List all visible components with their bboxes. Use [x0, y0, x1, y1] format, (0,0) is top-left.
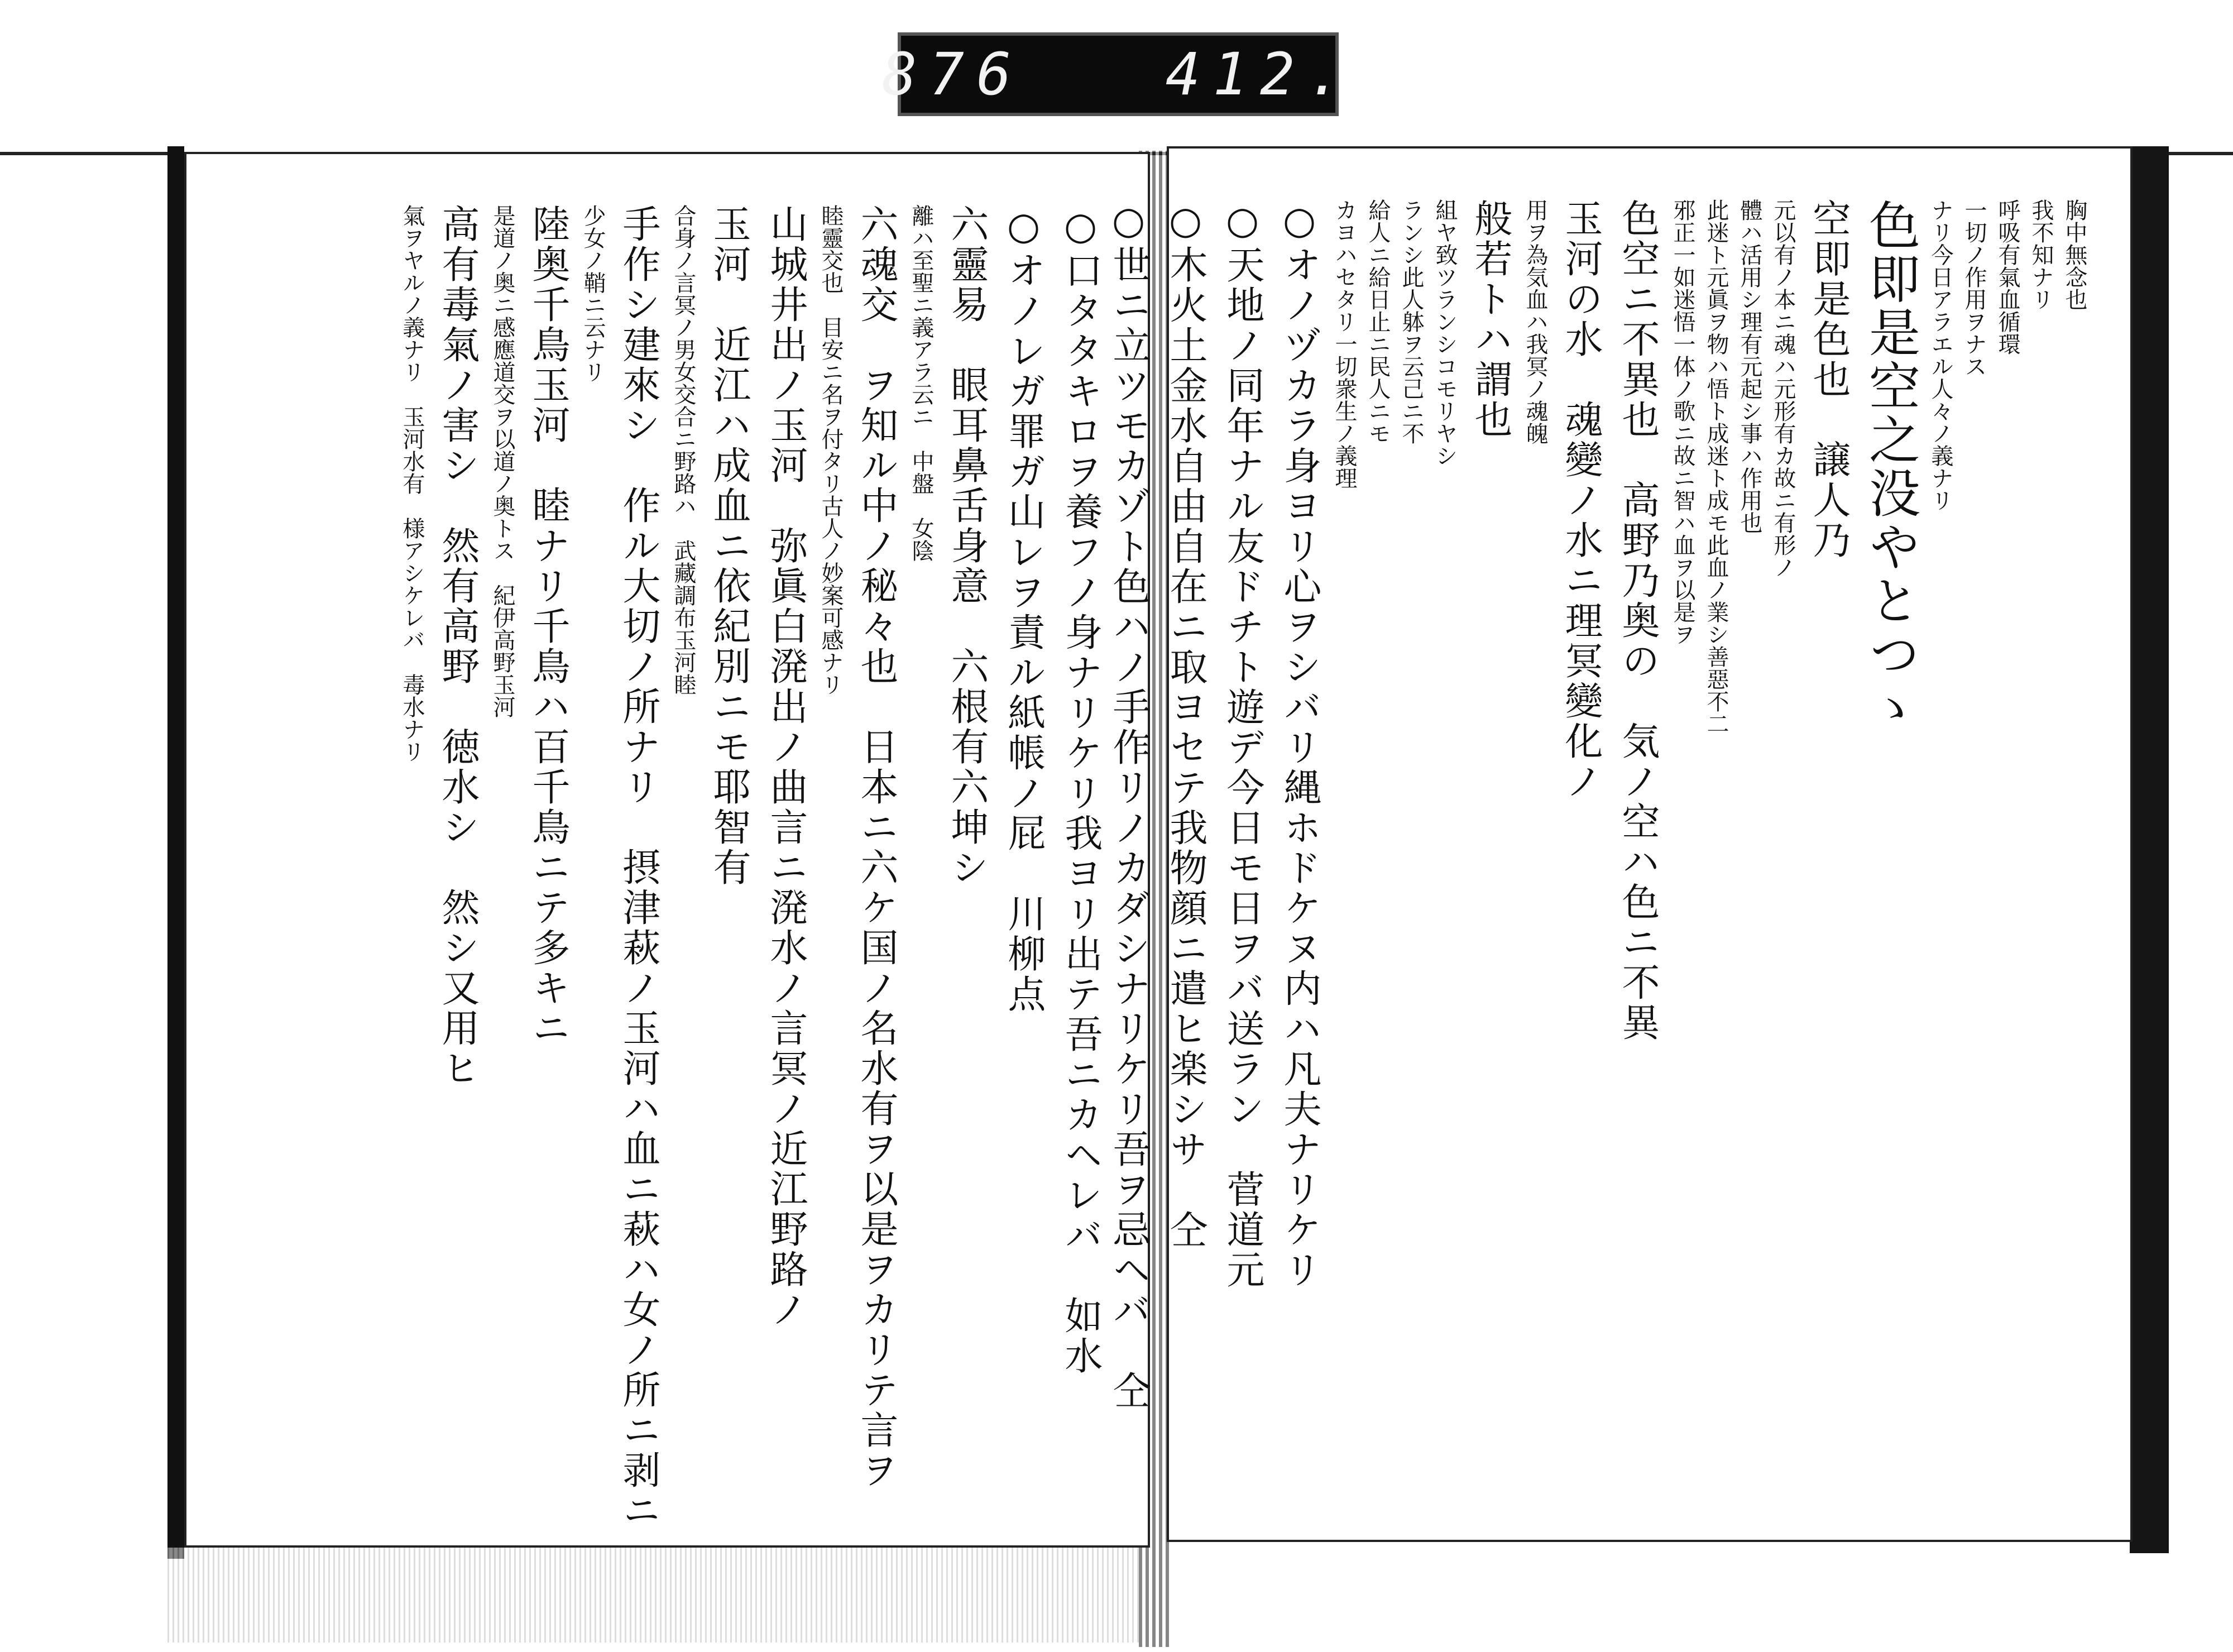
right-line-19: カヨハセタリ一切衆生ノ義理 [1331, 199, 1357, 489]
right-page [1106, 146, 2133, 1542]
left-line-13: 是道ノ奥ニ感應道交ヲ以道ノ奥トス 紀伊高野玉河 [490, 204, 515, 718]
right-line-15: 般若トハ謂也 [1468, 199, 1512, 440]
right-line-13: 玉河の水 魂變ノ水ニ理冥變化ノ [1559, 199, 1603, 802]
right-line-6: 色即是空之没やとつゝ [1861, 199, 1920, 735]
right-line-21: ○天地ノ同年ナル友ドチト遊デ今日モ日ヲバ送ラン 菅道元 [1220, 199, 1264, 1290]
right-line-2: 我不知ナリ [2028, 199, 2054, 310]
left-line-7: 山城井出ノ玉河 弥眞白溌出ノ曲言ニ溌水ノ言冥ノ近江野路ノ [764, 204, 808, 1330]
left-line-12: 陸奥千鳥玉河 睦ナリ千鳥ハ百千鳥ニテ多キニ [526, 204, 570, 1048]
right-line-14: 用ヲ為気血ハ我冥ノ魂魄 [1522, 199, 1548, 444]
right-line-23: ○世ニ立ツモカゾト色ハノ手作リノカダシナリケリ吾ヲ忌ヘバ 仝 [1106, 199, 1151, 1411]
left-line-11: 少女ノ鞘ニ云ナリ [580, 204, 606, 383]
left-line-15: 氣ヲヤルノ義ナリ 玉河水有 様アシケレバ 毒水ナリ [399, 204, 425, 763]
book-edge-right [2130, 146, 2169, 1553]
right-line-7: 空即是色也 譲人乃 [1806, 199, 1851, 561]
right-line-20: ○オノヅカラ身ヨリ心ヲシバリ縄ホドケヌ内ハ凡夫ナリケリ [1277, 199, 1321, 1290]
right-line-8: 元以有ノ本ニ魂ハ元形有カ故ニ有形ノ [1770, 199, 1796, 578]
right-line-9: 體ハ活用シ理有元起シ事ハ作用也 [1737, 199, 1762, 534]
right-line-4: 一切ノ作用ヲナス [1961, 199, 1987, 377]
right-line-12: 色空ニ不異也 高野乃奥の 気ノ空ハ色ニ不異 [1616, 199, 1660, 1043]
right-line-10: 此迷ト元眞ヲ物ハ悟ト成迷ト成モ此血ノ業シ善惡不二 [1703, 199, 1729, 735]
right-line-16: 組ヤ致ツランシコモリヤシ [1432, 199, 1458, 467]
archive-number-plate [881, 32, 1355, 116]
left-line-14: 高有毒氣ノ害シ 然有高野 徳水シ 然シ又用ヒ [435, 204, 480, 1089]
left-line-4: 離ハ至聖ニ義アラ云ニ 中盤 女陰 [908, 204, 934, 562]
right-line-3: 呼吸有氣血循環 [1995, 199, 2020, 355]
left-line-9: 合身ノ言冥ノ男女交合ニ野路ハ 武藏調布玉河睦 [670, 204, 696, 696]
right-page-text [1106, 199, 2091, 1494]
right-line-11: 邪正一如迷悟一体ノ歌ニ故ニ智ハ血ヲ以是ヲ [1670, 199, 1695, 645]
left-line-3: 六靈易 眼耳鼻舌身意 六根有六坤シ [945, 204, 989, 888]
right-line-17: ランシ此人躰ヲ云己ニ不 [1398, 199, 1424, 444]
left-line-10: 手作シ建來シ 作ル大切ノ所ナリ 摂津萩ノ玉河ハ血ニ萩ハ女ノ所ニ剥ニ [616, 204, 660, 1531]
left-page-text [204, 204, 1109, 1531]
left-line-6: 睦靈交也 目安ニ名ヲ付タリ古人ノ妙案可感ナリ [818, 204, 844, 696]
left-line-8: 玉河 近江ハ成血ニ依紀別ニモ耶智有 [707, 204, 751, 888]
left-line-2: ○オノレガ罪ガ山レヲ責ル紙帳ノ屁 川柳点 [1002, 204, 1046, 1014]
left-page [184, 152, 1150, 1548]
book-edge-left [167, 146, 184, 1559]
right-line-5: ナリ今日アラエル人々ノ義ナリ [1928, 199, 1953, 511]
archive-number-label: 876 412. [881, 40, 1355, 108]
left-line-1: ○口タタキロヲ養フノ身ナリケリ我ヨリ出テ吾ニカヘレバ 如水 [1058, 204, 1103, 1376]
right-line-22: ○木火土金水自由自在ニ取ヨセテ我物顔ニ遣ヒ楽シサ 仝 [1163, 199, 1207, 1250]
left-line-5: 六魂交 ヲ知ル中ノ秘々也 日本ニ六ケ国ノ名水有ヲ以是ヲカリテ言ヲ [854, 204, 898, 1491]
right-line-18: 給人ニ給日止ニ民人ニモ [1365, 199, 1391, 444]
right-line-1: 胸中無念也 [2062, 199, 2087, 310]
page-edges-bottom [167, 1548, 1139, 1643]
